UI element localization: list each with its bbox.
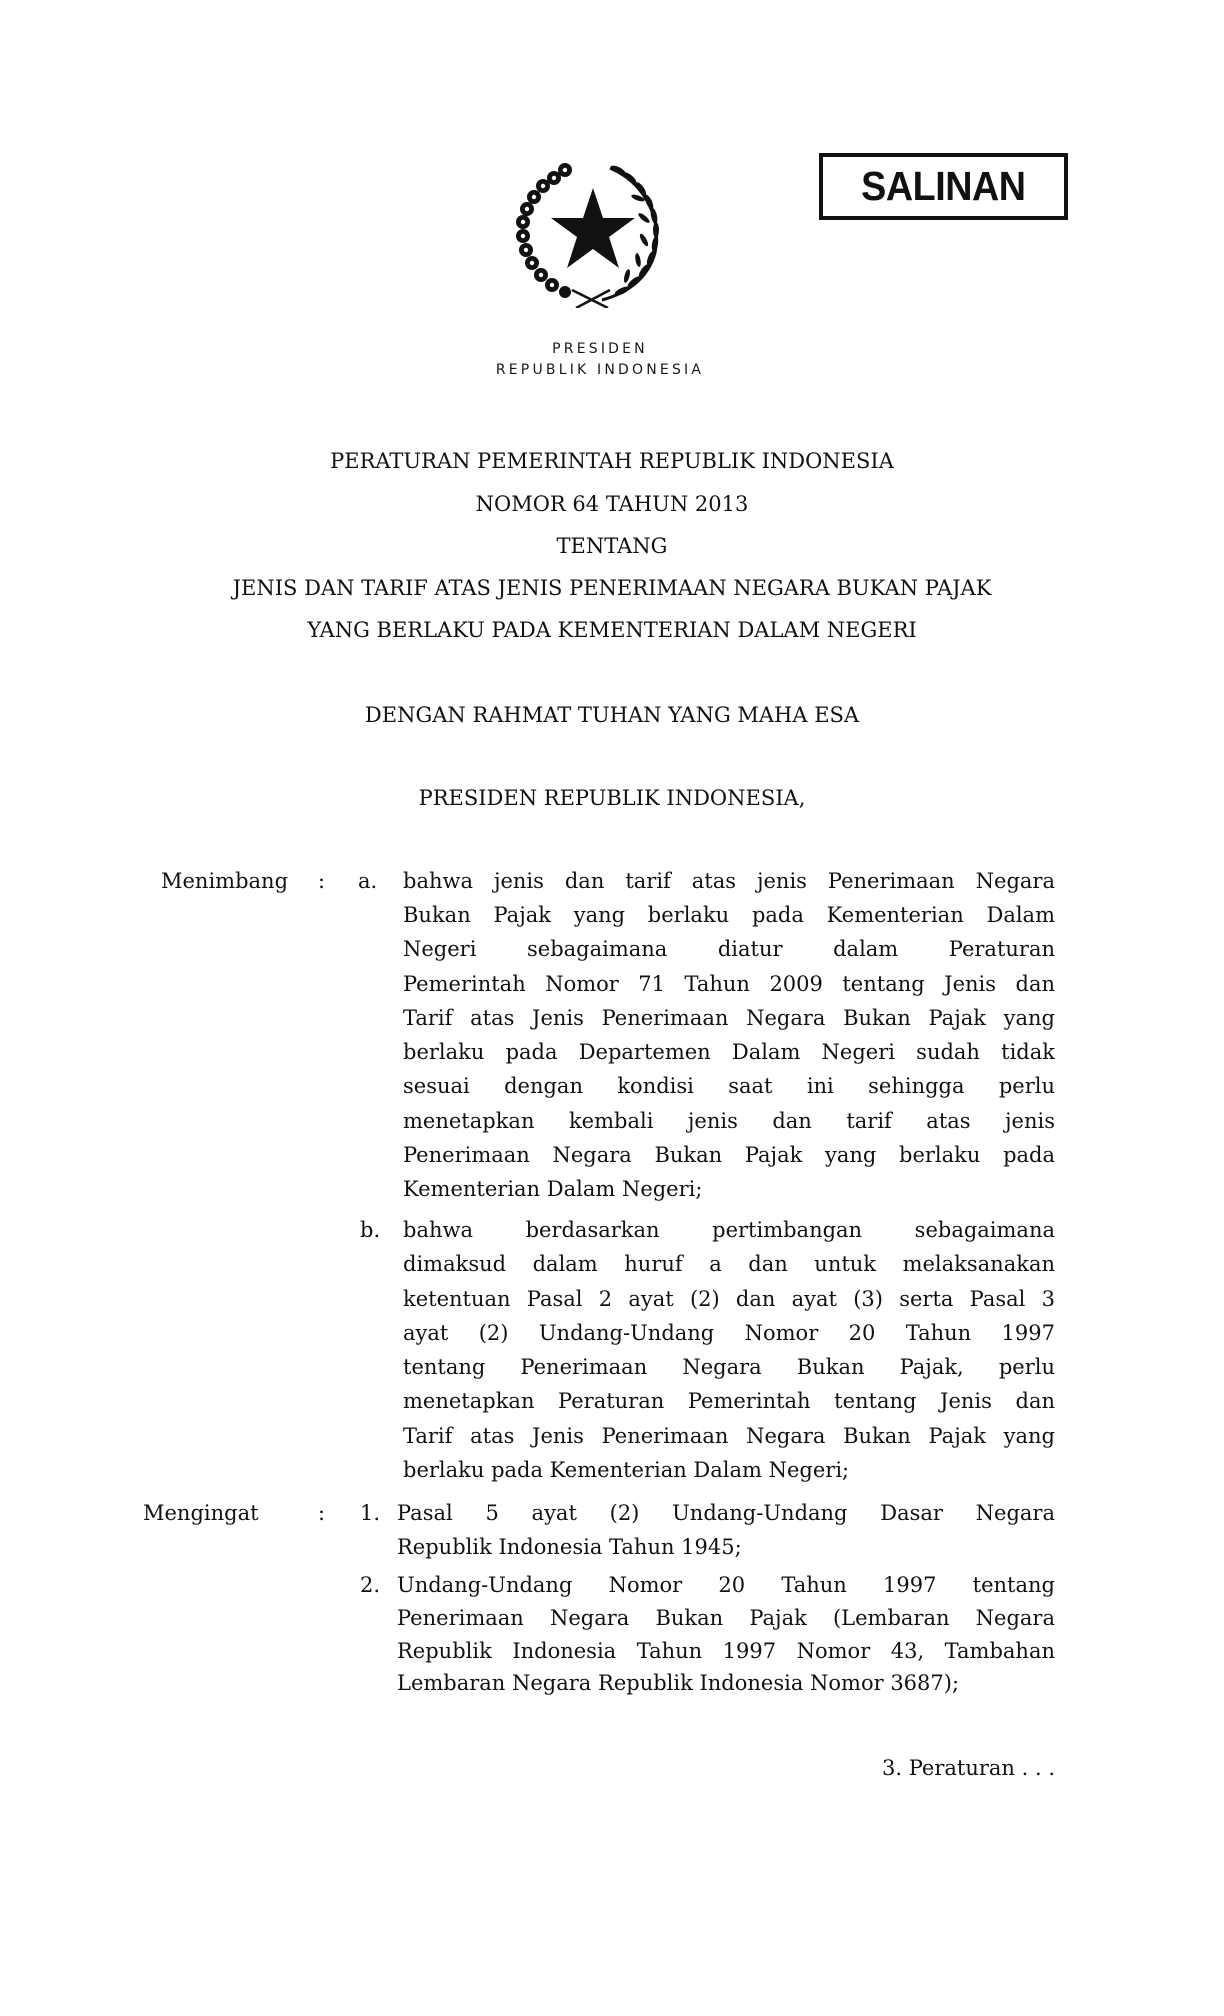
item-marker: b. <box>360 1218 381 1242</box>
mengingat-colon: : <box>318 1501 326 1525</box>
item-line: menetapkan kembali jenis dan tarif atas jenis <box>403 1109 1055 1133</box>
item-line: Republik Indonesia Tahun 1945; <box>397 1535 742 1559</box>
regulation-subject-line2: YANG BERLAKU PADA KEMENTERIAN DALAM NEGERI <box>307 618 917 642</box>
regulation-subject-line1: JENIS DAN TARIF ATAS JENIS PENERIMAAN NEGARA BUKAN PAJAK <box>232 576 992 600</box>
invocation: DENGAN RAHMAT TUHAN YANG MAHA ESA <box>364 703 860 727</box>
menimbang-label: Menimbang <box>161 869 289 893</box>
item-line: Penerimaan Negara Bukan Pajak yang berlaku pada <box>403 1143 1055 1167</box>
mengingat-label: Mengingat <box>143 1501 259 1525</box>
item-line: berlaku pada Kementerian Dalam Negeri; <box>403 1458 850 1482</box>
presidential-emblem-icon <box>510 158 672 308</box>
page-continuation: 3. Peraturan . . . <box>882 1756 1055 1780</box>
item-marker: 1. <box>360 1501 381 1525</box>
item-line: ayat (2) Undang-Undang Nomor 20 Tahun 1997 <box>403 1321 1055 1345</box>
item-line: bahwa jenis dan tarif atas jenis Penerimaan Negara <box>403 869 1055 893</box>
item-line: Tarif atas Jenis Penerimaan Negara Bukan Pajak yang <box>403 1424 1055 1448</box>
menimbang-colon: : <box>318 869 326 893</box>
item-line: Bukan Pajak yang berlaku pada Kementerian Dalam <box>403 903 1055 927</box>
item-line: Kementerian Dalam Negeri; <box>403 1177 703 1201</box>
regulation-number: NOMOR 64 TAHUN 2013 <box>475 492 749 516</box>
stamp-label: SALINAN <box>861 163 1026 209</box>
issuer: PRESIDEN REPUBLIK INDONESIA, <box>418 786 806 810</box>
item-line: Undang-Undang Nomor 20 Tahun 1997 tentang <box>397 1573 1055 1597</box>
item-marker: 2. <box>360 1573 381 1597</box>
item-line: Republik Indonesia Tahun 1997 Nomor 43, Tambahan <box>397 1639 1055 1663</box>
item-marker: a. <box>358 869 378 893</box>
item-line: sesuai dengan kondisi saat ini sehingga perlu <box>403 1074 1055 1098</box>
item-line: berlaku pada Departemen Dalam Negeri sudah tidak <box>403 1040 1055 1064</box>
regulation-title: PERATURAN PEMERINTAH REPUBLIK INDONESIA <box>330 449 894 473</box>
item-line: Pemerintah Nomor 71 Tahun 2009 tentang Jenis dan <box>403 972 1055 996</box>
item-line: dimaksud dalam huruf a dan untuk melaksanakan <box>403 1252 1055 1276</box>
item-line: menetapkan Peraturan Pemerintah tentang Jenis dan <box>403 1389 1055 1413</box>
salinan-stamp <box>819 153 1068 220</box>
item-line: Penerimaan Negara Bukan Pajak (Lembaran Negara <box>397 1606 1055 1630</box>
emblem-caption-republic: REPUBLIK INDONESIA <box>495 362 705 378</box>
regulation-about: TENTANG <box>556 534 668 558</box>
emblem-caption-president: PRESIDEN <box>552 341 648 357</box>
item-line: Lembaran Negara Republik Indonesia Nomor 3687); <box>397 1671 960 1695</box>
item-line: bahwa berdasarkan pertimbangan sebagaimana <box>403 1218 1055 1242</box>
item-line: Tarif atas Jenis Penerimaan Negara Bukan Pajak yang <box>403 1006 1055 1030</box>
item-line: Pasal 5 ayat (2) Undang-Undang Dasar Negara <box>397 1501 1055 1525</box>
item-line: tentang Penerimaan Negara Bukan Pajak, perlu <box>403 1355 1055 1379</box>
item-line: ketentuan Pasal 2 ayat (2) dan ayat (3) serta Pasal 3 <box>403 1287 1055 1311</box>
item-line: Negeri sebagaimana diatur dalam Peraturan <box>403 937 1055 961</box>
